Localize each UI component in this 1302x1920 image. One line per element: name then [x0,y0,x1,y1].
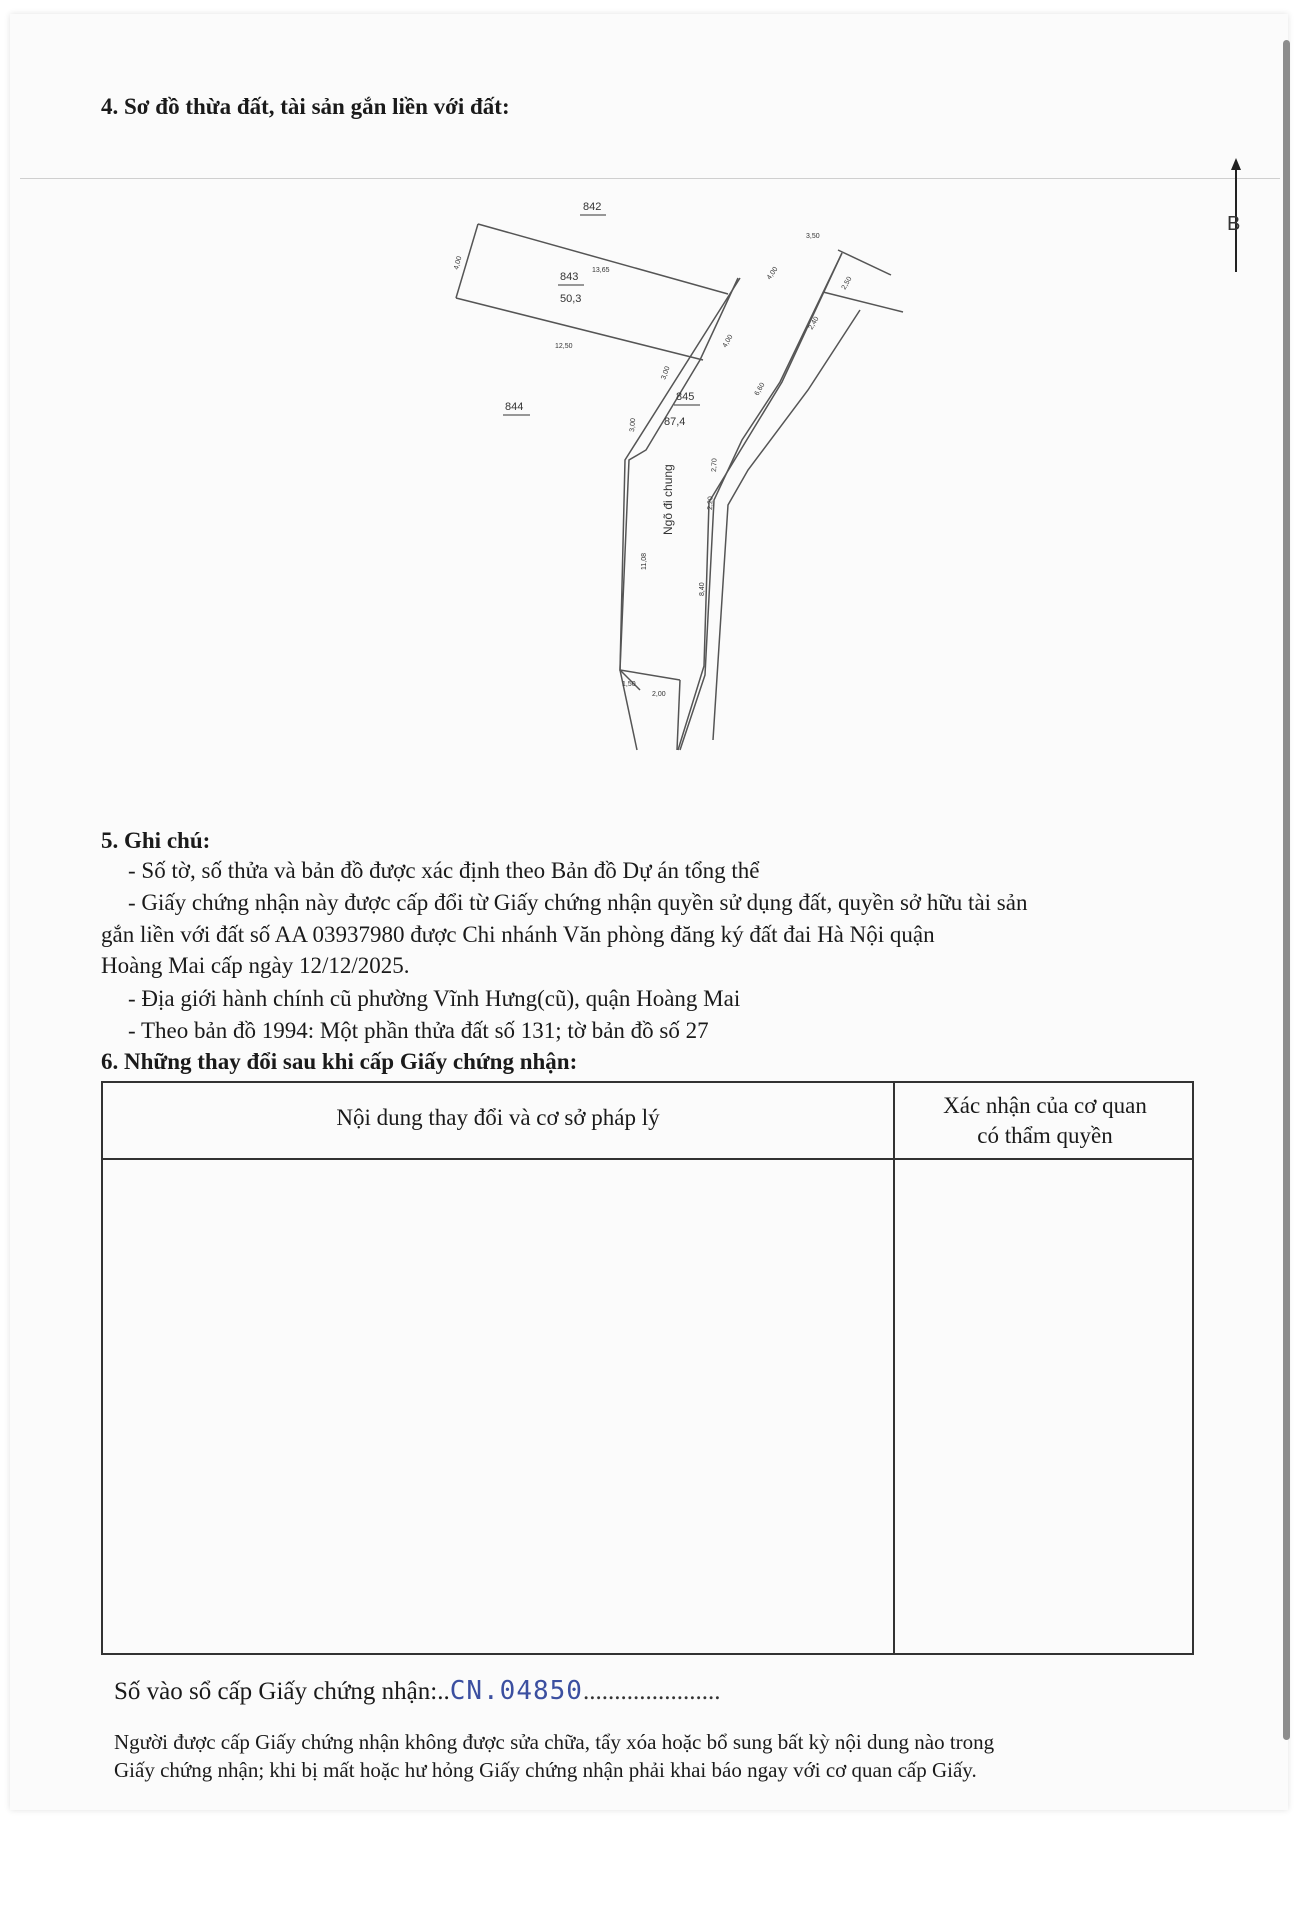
column-header-line: có thẩm quyền [977,1123,1113,1148]
dim-label: 2,70 [711,458,719,473]
note-line: - Giấy chứng nhận này được cấp đổi từ Giấy chứng nhận quyền sử dụng đất, quyền sở hữu tài sản [128,890,1028,915]
land-parcel-map [0,150,1302,760]
note-line: - Địa giới hành chính cũ phường Vĩnh Hưng(cũ), quận Hoàng Mai [128,986,741,1011]
parcel-842-label: 842 [583,201,602,213]
column-header-confirmation [895,1091,1195,1151]
dim-label: 2,50 [840,275,854,291]
parcel-845-label: 845 [676,391,695,403]
section-5-heading: 5. Ghi chú: [101,828,211,853]
dim-label: 3,50 [806,233,820,240]
dim-label: 4,00 [765,265,780,282]
register-dots: ...................... [582,1678,721,1705]
note-line: Hoàng Mai cấp ngày 12/12/2025. [101,953,410,978]
dim-label: 2,00 [652,691,666,698]
register-number: CN.04850 [449,1676,583,1706]
dim-label: 12,50 [555,343,573,350]
note-line: gắn liền với đất số AA 03937980 được Chi nhánh Văn phòng đăng ký đất đai Hà Nội quận [101,922,935,947]
north-label: B [1227,213,1241,235]
footer-notice-line: Người được cấp Giấy chứng nhận không được sửa chữa, tẩy xóa hoặc bổ sung bất kỳ nội dung nào trong [114,1730,995,1754]
dim-label: 6,60 [753,381,767,397]
footer-notice-line: Giấy chứng nhận; khi bị mất hoặc hư hỏng Giấy chứng nhận phải khai báo ngay với cơ quan cấp Giấy. [114,1758,977,1782]
note-line: - Số tờ, số thửa và bản đồ được xác định theo Bản đồ Dự án tổng thể [128,858,760,883]
register-label: Số vào sổ cấp Giấy chứng nhận:.. [114,1678,450,1705]
parcel-843-area: 50,3 [560,293,582,305]
dim-label: 2,20 [707,496,715,511]
dim-label: 3,00 [629,417,638,433]
dim-label: 4,00 [453,255,464,271]
dim-label: 2,40 [807,315,821,331]
register-number-row [114,1676,720,1706]
north-arrow-icon [1227,158,1241,272]
changes-table [101,1081,1194,1655]
dim-label: 13,65 [592,267,610,274]
section-6-heading: 6. Những thay đổi sau khi cấp Giấy chứng nhận: [101,1049,578,1074]
dim-label: 8,40 [699,582,706,596]
dim-label: 11,08 [641,553,648,570]
dim-label: 3,00 [660,365,672,381]
dim-label: 1,50 [622,681,636,688]
column-header-content: Nội dung thay đổi và cơ sở pháp lý [336,1105,660,1130]
column-header-line: Xác nhận của cơ quan [943,1093,1147,1118]
parcel-844-label: 844 [505,401,524,413]
parcel-845-area: 87,4 [664,416,686,428]
road-label: Ngõ đi chung [661,464,675,535]
parcel-843-label: 843 [560,271,579,283]
dim-label: 4,00 [721,333,735,349]
section-4-heading: 4. Sơ đồ thừa đất, tài sản gắn liền với đất: [101,94,510,119]
note-line: - Theo bản đồ 1994: Một phần thửa đất số 131; tờ bản đồ số 27 [128,1018,709,1043]
